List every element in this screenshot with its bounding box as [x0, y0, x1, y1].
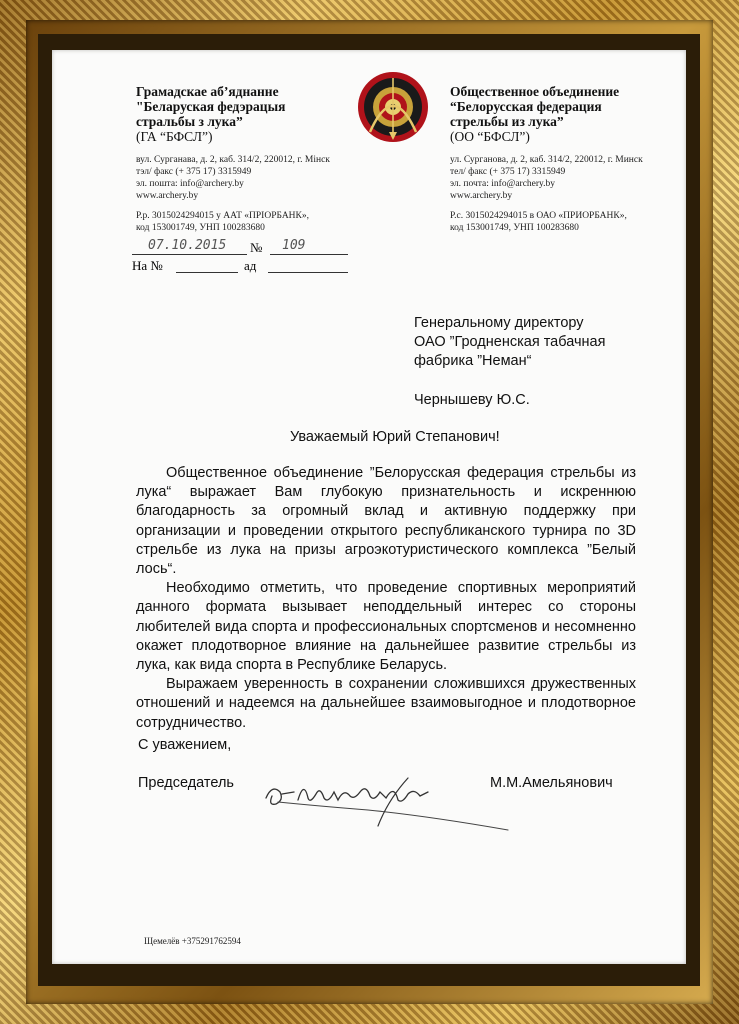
right-org-abbr: (ОО “БФСЛ”): [450, 129, 530, 144]
right-org-header: [450, 84, 643, 234]
number-handwritten: 109: [282, 238, 306, 253]
right-org-name-1: Общественное объединение: [450, 84, 620, 99]
right-org-address: ул. Сурганова, д. 2, каб. 314/2, 220012, г. Минск: [450, 155, 643, 165]
addressee-line-1: Генеральному директору: [414, 315, 584, 331]
left-org-address: вул. Сурганава, д. 2, каб. 314/2, 220012, г. Мінск: [136, 155, 330, 165]
addressee-line-2: ОАО ”Гродненская табачная: [414, 334, 606, 350]
right-org-phone: тел/ факс (+ 375 17) 3315949: [450, 167, 566, 177]
right-org-email: эл. почта: info@archery.by: [450, 179, 556, 189]
right-org-name-3: стрельбы из лука”: [450, 114, 564, 129]
closing: С уважением,: [138, 737, 232, 753]
left-org-name-2: "Беларуская федэрацыя: [136, 99, 286, 114]
number-label: №: [250, 240, 263, 255]
body-paragraph-3: Выражаем уверенность в сохранении сложившихся дружественных отношений и надеемся на дальнейшее взаимовыгодное и плодотворное сотрудничество.: [136, 676, 636, 731]
addressee-block: [414, 314, 605, 410]
letter-body: [136, 464, 636, 733]
right-org-bank-2: код 153001749, УНП 100283680: [450, 223, 579, 233]
left-org-bank-1: Р.р. 3015024294015 у ААТ «ПРІОРБАНК»,: [136, 211, 309, 221]
addressee-name: Чернышеву Ю.С.: [414, 392, 530, 408]
left-org-bank-2: код 153001749, УНП 100283680: [136, 223, 265, 233]
right-org-site: www.archery.by: [450, 191, 513, 201]
left-org-site: www.archery.by: [136, 191, 199, 201]
federation-emblem-icon: [356, 70, 430, 144]
signature-icon: [258, 770, 538, 840]
left-org-name-1: Грамадскае аб’яднанне: [136, 84, 279, 99]
left-org-email: эл. пошта: info@archery.by: [136, 179, 244, 189]
date-handwritten: 07.10.2015: [148, 238, 227, 253]
signer-title: Председатель: [138, 775, 234, 791]
body-paragraph-1: Общественное объединение ”Белорусская федерация стрельбы из лука“ выражает Вам глубокую признательность и искреннюю благодарность за огромный вклад и активную поддержку при организации и проведении открытого республиканского турнира по 3D стрельбе из лука на призы агроэкотуристического комплекса ”Белый лось“.: [136, 465, 636, 578]
on-number-label: На №: [132, 258, 163, 273]
right-org-name-2: “Белорусская федерация: [450, 99, 602, 114]
reference-block: [132, 238, 362, 278]
addressee-line-3: фабрика ”Неман“: [414, 353, 532, 369]
left-org-header: [136, 84, 330, 234]
greeting: Уважаемый Юрий Степанович!: [290, 429, 500, 445]
from-label: ад: [244, 258, 257, 273]
footer-contact: Щемелёв +375291762594: [144, 936, 241, 946]
left-org-abbr: (ГА “БФСЛ”): [136, 129, 213, 144]
body-paragraph-2: Необходимо отметить, что проведение спортивных мероприятий данного формата вызывает неподдельный интерес со стороны любителей вида спорта и профессиональных спортсменов и несомненно окажет плодотворное влияние на дальнейшее развитие стрельбы из лука, как вида спорта в Республике Беларусь.: [136, 580, 636, 674]
left-org-name-3: стральбы з лука”: [136, 114, 243, 129]
signer-name: М.М.Амельянович: [490, 775, 613, 791]
right-org-bank-1: Р.с. 3015024294015 в ОАО «ПРИОРБАНК»,: [450, 211, 627, 221]
left-org-phone: тэл/ факс (+ 375 17) 3315949: [136, 167, 252, 177]
